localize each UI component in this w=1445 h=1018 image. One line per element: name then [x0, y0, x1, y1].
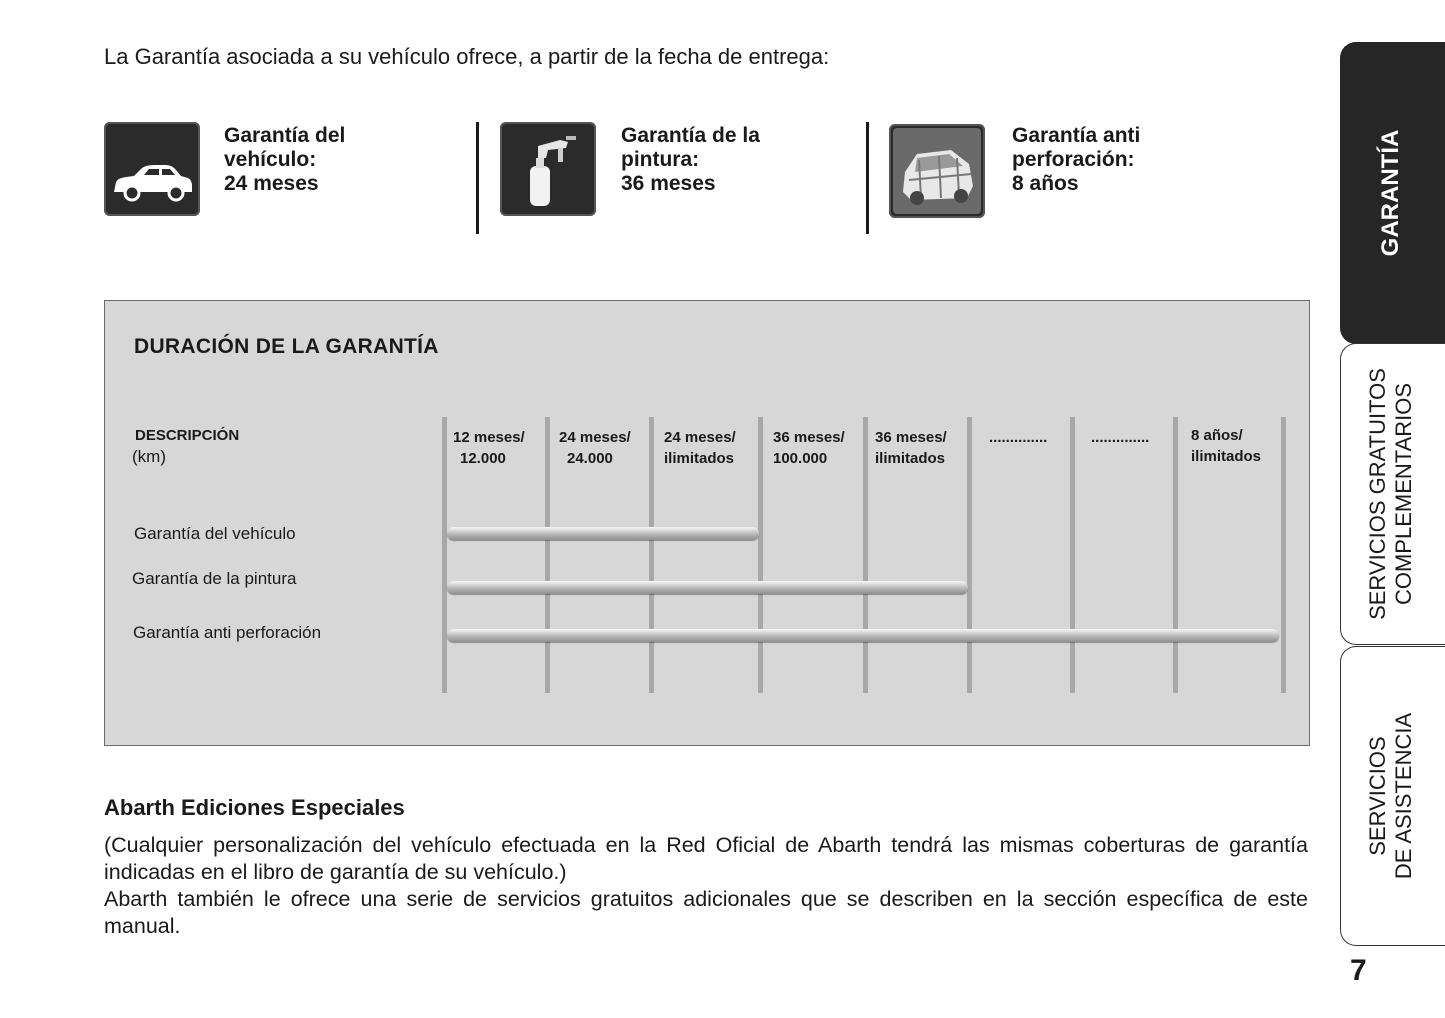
- column-header-12m: [453, 427, 525, 469]
- tab-garantia-label: GARANTÍA: [1377, 129, 1405, 257]
- warranty-perforation-line2: perforación:: [1012, 148, 1135, 171]
- column-header-line2: 100.000: [773, 450, 828, 467]
- row-label-paint: Garantía de la pintura: [132, 569, 297, 588]
- car-icon: [104, 122, 200, 216]
- column-header-line1: ..............: [1091, 429, 1150, 446]
- column-header-line1: ..............: [989, 429, 1048, 446]
- special-editions-title: Abarth Ediciones Especiales: [104, 795, 405, 820]
- warranty-paint-line1: Garantía de la: [621, 124, 760, 147]
- duration-bar-vehicle: [447, 527, 759, 540]
- column-header-line2: ilimitados: [664, 450, 735, 467]
- car-body-frame-icon: [889, 124, 985, 218]
- tab-servicios-gratuitos[interactable]: [1340, 343, 1445, 645]
- column-divider: [1281, 417, 1286, 693]
- warranty-divider: [476, 122, 479, 234]
- tab-servicios-asistencia[interactable]: [1340, 646, 1445, 946]
- column-header-line1: 36 meses/: [773, 429, 845, 446]
- paint-spray-gun-icon: [500, 122, 596, 216]
- panel-title: DURACIÓN DE LA GARANTÍA: [134, 335, 439, 358]
- tab-garantia[interactable]: [1340, 42, 1445, 344]
- warranty-divider: [866, 122, 869, 234]
- duration-bar-paint: [447, 581, 968, 594]
- warranty-vehicle-duration: 24 meses: [224, 172, 319, 195]
- warranty-perforation-line1: Garantía anti: [1012, 124, 1141, 147]
- column-header-36m-unlimited: [875, 427, 947, 469]
- column-header-ellipsis: [989, 427, 1047, 448]
- column-header-line2: ilimitados: [1191, 448, 1262, 465]
- duration-bar-perforation: [447, 629, 1279, 642]
- column-divider: [863, 417, 868, 693]
- column-header-line1: 24 meses/: [664, 429, 736, 446]
- column-header-line2: 24.000: [567, 450, 613, 467]
- description-label: DESCRIPCIÓN: [135, 427, 240, 444]
- page-number: 7: [1350, 954, 1367, 987]
- column-header-line1: 12 meses/: [453, 429, 525, 446]
- column-header-ellipsis: [1091, 427, 1149, 448]
- column-header-line1: 36 meses/: [875, 429, 947, 446]
- column-divider: [442, 417, 447, 693]
- tab-servicios-asistencia-label: SERVICIOS DE ASISTENCIA: [1365, 712, 1417, 880]
- column-header-24m: [559, 427, 631, 469]
- warranty-vehicle-line2: vehículo:: [224, 148, 317, 171]
- column-divider: [1173, 417, 1178, 693]
- special-editions-paragraph-1: (Cualquier personalización del vehículo efectuada en la Red Oficial de Abarth tendrá las mismas coberturas de garantía indicadas en el libro de garantía de su vehículo.): [104, 833, 1308, 884]
- column-header-line2: 12.000: [460, 450, 506, 467]
- column-divider: [545, 417, 550, 693]
- tab-servicios-gratuitos-label: SERVICIOS GRATUITOS COMPLEMENTARIOS: [1365, 368, 1417, 620]
- column-header-line1: 8 años/: [1191, 427, 1243, 444]
- warranty-duration-panel: [104, 300, 1310, 746]
- special-editions-paragraph-2: Abarth también le ofrece una serie de servicios gratuitos adicionales que se describen en la sección específica de este manual.: [104, 887, 1308, 938]
- column-divider: [649, 417, 654, 693]
- row-label-perforation: Garantía anti perforación: [133, 623, 322, 642]
- column-divider: [1070, 417, 1075, 693]
- row-label-vehicle: Garantía del vehículo: [134, 524, 296, 543]
- column-divider: [967, 417, 972, 693]
- warranty-paint-duration: 36 meses: [621, 172, 716, 195]
- column-header-36m: [773, 427, 845, 469]
- column-header-8y: [1191, 425, 1261, 467]
- special-editions-text: [104, 832, 1308, 940]
- column-header-line1: 24 meses/: [559, 429, 631, 446]
- intro-text: La Garantía asociada a su vehículo ofrece, a partir de la fecha de entrega:: [104, 44, 830, 69]
- warranty-vehicle-line1: Garantía del: [224, 124, 346, 147]
- column-divider: [758, 417, 763, 693]
- km-label: (km): [132, 447, 166, 466]
- warranty-paint-line2: pintura:: [621, 148, 700, 171]
- column-header-24m-unlimited: [664, 427, 736, 469]
- warranty-perforation-duration: 8 años: [1012, 172, 1079, 195]
- column-header-line2: ilimitados: [875, 450, 946, 467]
